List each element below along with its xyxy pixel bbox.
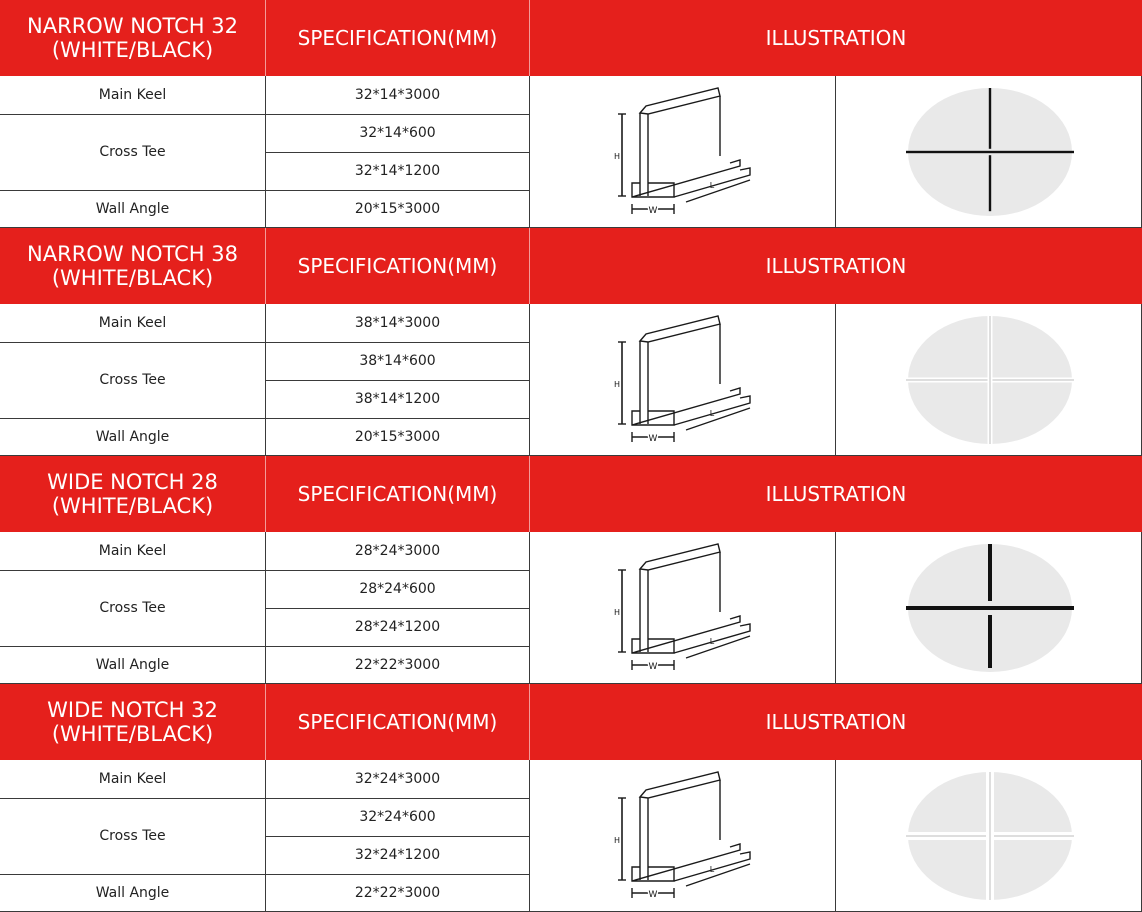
cross-tee-label: Cross Tee bbox=[99, 828, 166, 844]
wide-black-grid-icon bbox=[900, 538, 1080, 678]
column-divider bbox=[529, 304, 530, 456]
series-section bbox=[0, 456, 1142, 684]
column-divider bbox=[529, 76, 530, 228]
tee-profile-outline bbox=[632, 544, 750, 653]
column-divider bbox=[835, 760, 836, 912]
cross-tee-spec-long: 32*14*1200 bbox=[354, 163, 441, 179]
section-header bbox=[0, 456, 1142, 532]
cross-tee-spec-long: 38*14*1200 bbox=[354, 391, 441, 407]
tee-profile-outline bbox=[632, 88, 750, 197]
profile-stroke bbox=[640, 88, 720, 114]
section-header bbox=[0, 228, 1142, 304]
series-section bbox=[0, 228, 1142, 456]
wall-angle-spec: 22*22*3000 bbox=[354, 885, 441, 901]
cross-tee-spec-short: 32*14*600 bbox=[359, 125, 436, 141]
series-title: WIDE NOTCH 32 (WHITE/BLACK) bbox=[47, 698, 218, 746]
specification-header: SPECIFICATION(MM) bbox=[297, 710, 498, 734]
main-keel-spec: 32*24*3000 bbox=[354, 771, 441, 787]
tee-profile-diagram-icon bbox=[600, 312, 780, 452]
cross-tee-line bbox=[989, 88, 991, 149]
cross-tee-line bbox=[989, 155, 991, 211]
cross-tee-spec-short: 38*14*600 bbox=[359, 353, 436, 369]
cross-tee-spec-long: 32*24*1200 bbox=[354, 847, 441, 863]
width-label: W bbox=[648, 206, 658, 216]
wall-angle-spec: 20*15*3000 bbox=[354, 201, 441, 217]
tee-profile-outline bbox=[632, 316, 750, 425]
series-section bbox=[0, 684, 1142, 912]
cross-tee-label: Cross Tee bbox=[99, 144, 166, 160]
specification-header: SPECIFICATION(MM) bbox=[297, 482, 498, 506]
cross-tee-line bbox=[988, 544, 992, 601]
tee-profile-diagram-icon bbox=[600, 768, 780, 908]
width-label: W bbox=[648, 434, 658, 444]
section-body bbox=[0, 532, 1142, 684]
wall-angle-spec: 22*22*3000 bbox=[354, 657, 441, 673]
illustration-header: ILLUSTRATION bbox=[765, 26, 907, 50]
main-keel-label: Main Keel bbox=[98, 87, 167, 103]
illustration-header: ILLUSTRATION bbox=[765, 710, 907, 734]
main-keel-spec: 32*14*3000 bbox=[354, 87, 441, 103]
main-keel-spec: 38*14*3000 bbox=[354, 315, 441, 331]
series-title: NARROW NOTCH 38 (WHITE/BLACK) bbox=[27, 242, 238, 290]
tee-profile-diagram-icon bbox=[600, 540, 780, 680]
section-header bbox=[0, 684, 1142, 760]
height-label: H bbox=[613, 380, 621, 389]
section-body bbox=[0, 76, 1142, 228]
illustration-header: ILLUSTRATION bbox=[765, 254, 907, 278]
narrow-white-grid-icon bbox=[900, 310, 1080, 450]
series-title: WIDE NOTCH 28 (WHITE/BLACK) bbox=[47, 470, 218, 518]
column-divider bbox=[529, 532, 530, 684]
wall-angle-spec: 20*15*3000 bbox=[354, 429, 441, 445]
cross-tee-label: Cross Tee bbox=[99, 600, 166, 616]
wall-angle-label: Wall Angle bbox=[95, 201, 170, 217]
specification-header: SPECIFICATION(MM) bbox=[297, 254, 498, 278]
main-tee-line bbox=[906, 606, 1074, 610]
profile-stroke bbox=[640, 316, 720, 342]
profile-stroke bbox=[640, 772, 720, 798]
narrow-black-grid-icon bbox=[900, 82, 1080, 222]
cross-tee-label: Cross Tee bbox=[99, 372, 166, 388]
specification-header: SPECIFICATION(MM) bbox=[297, 26, 498, 50]
series-title: NARROW NOTCH 32 (WHITE/BLACK) bbox=[27, 14, 238, 62]
main-tee-line bbox=[906, 151, 1074, 153]
wide-white-grid-icon bbox=[900, 766, 1080, 906]
cross-tee-spec-short: 28*24*600 bbox=[359, 581, 436, 597]
section-body bbox=[0, 304, 1142, 456]
cross-tee-spec-long: 28*24*1200 bbox=[354, 619, 441, 635]
main-keel-label: Main Keel bbox=[98, 771, 167, 787]
width-label: W bbox=[648, 662, 658, 672]
cross-tee-spec-short: 32*24*600 bbox=[359, 809, 436, 825]
section-body bbox=[0, 760, 1142, 912]
main-keel-spec: 28*24*3000 bbox=[354, 543, 441, 559]
wall-angle-label: Wall Angle bbox=[95, 657, 170, 673]
wall-angle-label: Wall Angle bbox=[95, 885, 170, 901]
cross-tee-line bbox=[988, 615, 992, 668]
main-keel-label: Main Keel bbox=[98, 543, 167, 559]
length-label: L bbox=[709, 637, 715, 646]
wall-angle-label: Wall Angle bbox=[95, 429, 170, 445]
length-label: L bbox=[709, 181, 715, 190]
column-divider bbox=[835, 76, 836, 228]
column-divider bbox=[835, 304, 836, 456]
height-label: H bbox=[613, 836, 621, 845]
height-label: H bbox=[613, 608, 621, 617]
illustration-header: ILLUSTRATION bbox=[765, 482, 907, 506]
series-section bbox=[0, 0, 1142, 228]
tee-profile-outline bbox=[632, 772, 750, 881]
column-divider bbox=[529, 760, 530, 912]
length-label: L bbox=[709, 409, 715, 418]
tee-profile-diagram-icon bbox=[600, 84, 780, 224]
length-label: L bbox=[709, 865, 715, 874]
width-label: W bbox=[648, 890, 658, 900]
column-divider bbox=[835, 532, 836, 684]
height-label: H bbox=[613, 152, 621, 161]
section-header bbox=[0, 0, 1142, 76]
main-keel-label: Main Keel bbox=[98, 315, 167, 331]
cross-tee-groove bbox=[989, 772, 990, 900]
cross-tee-groove bbox=[989, 316, 990, 444]
profile-stroke bbox=[640, 544, 720, 570]
